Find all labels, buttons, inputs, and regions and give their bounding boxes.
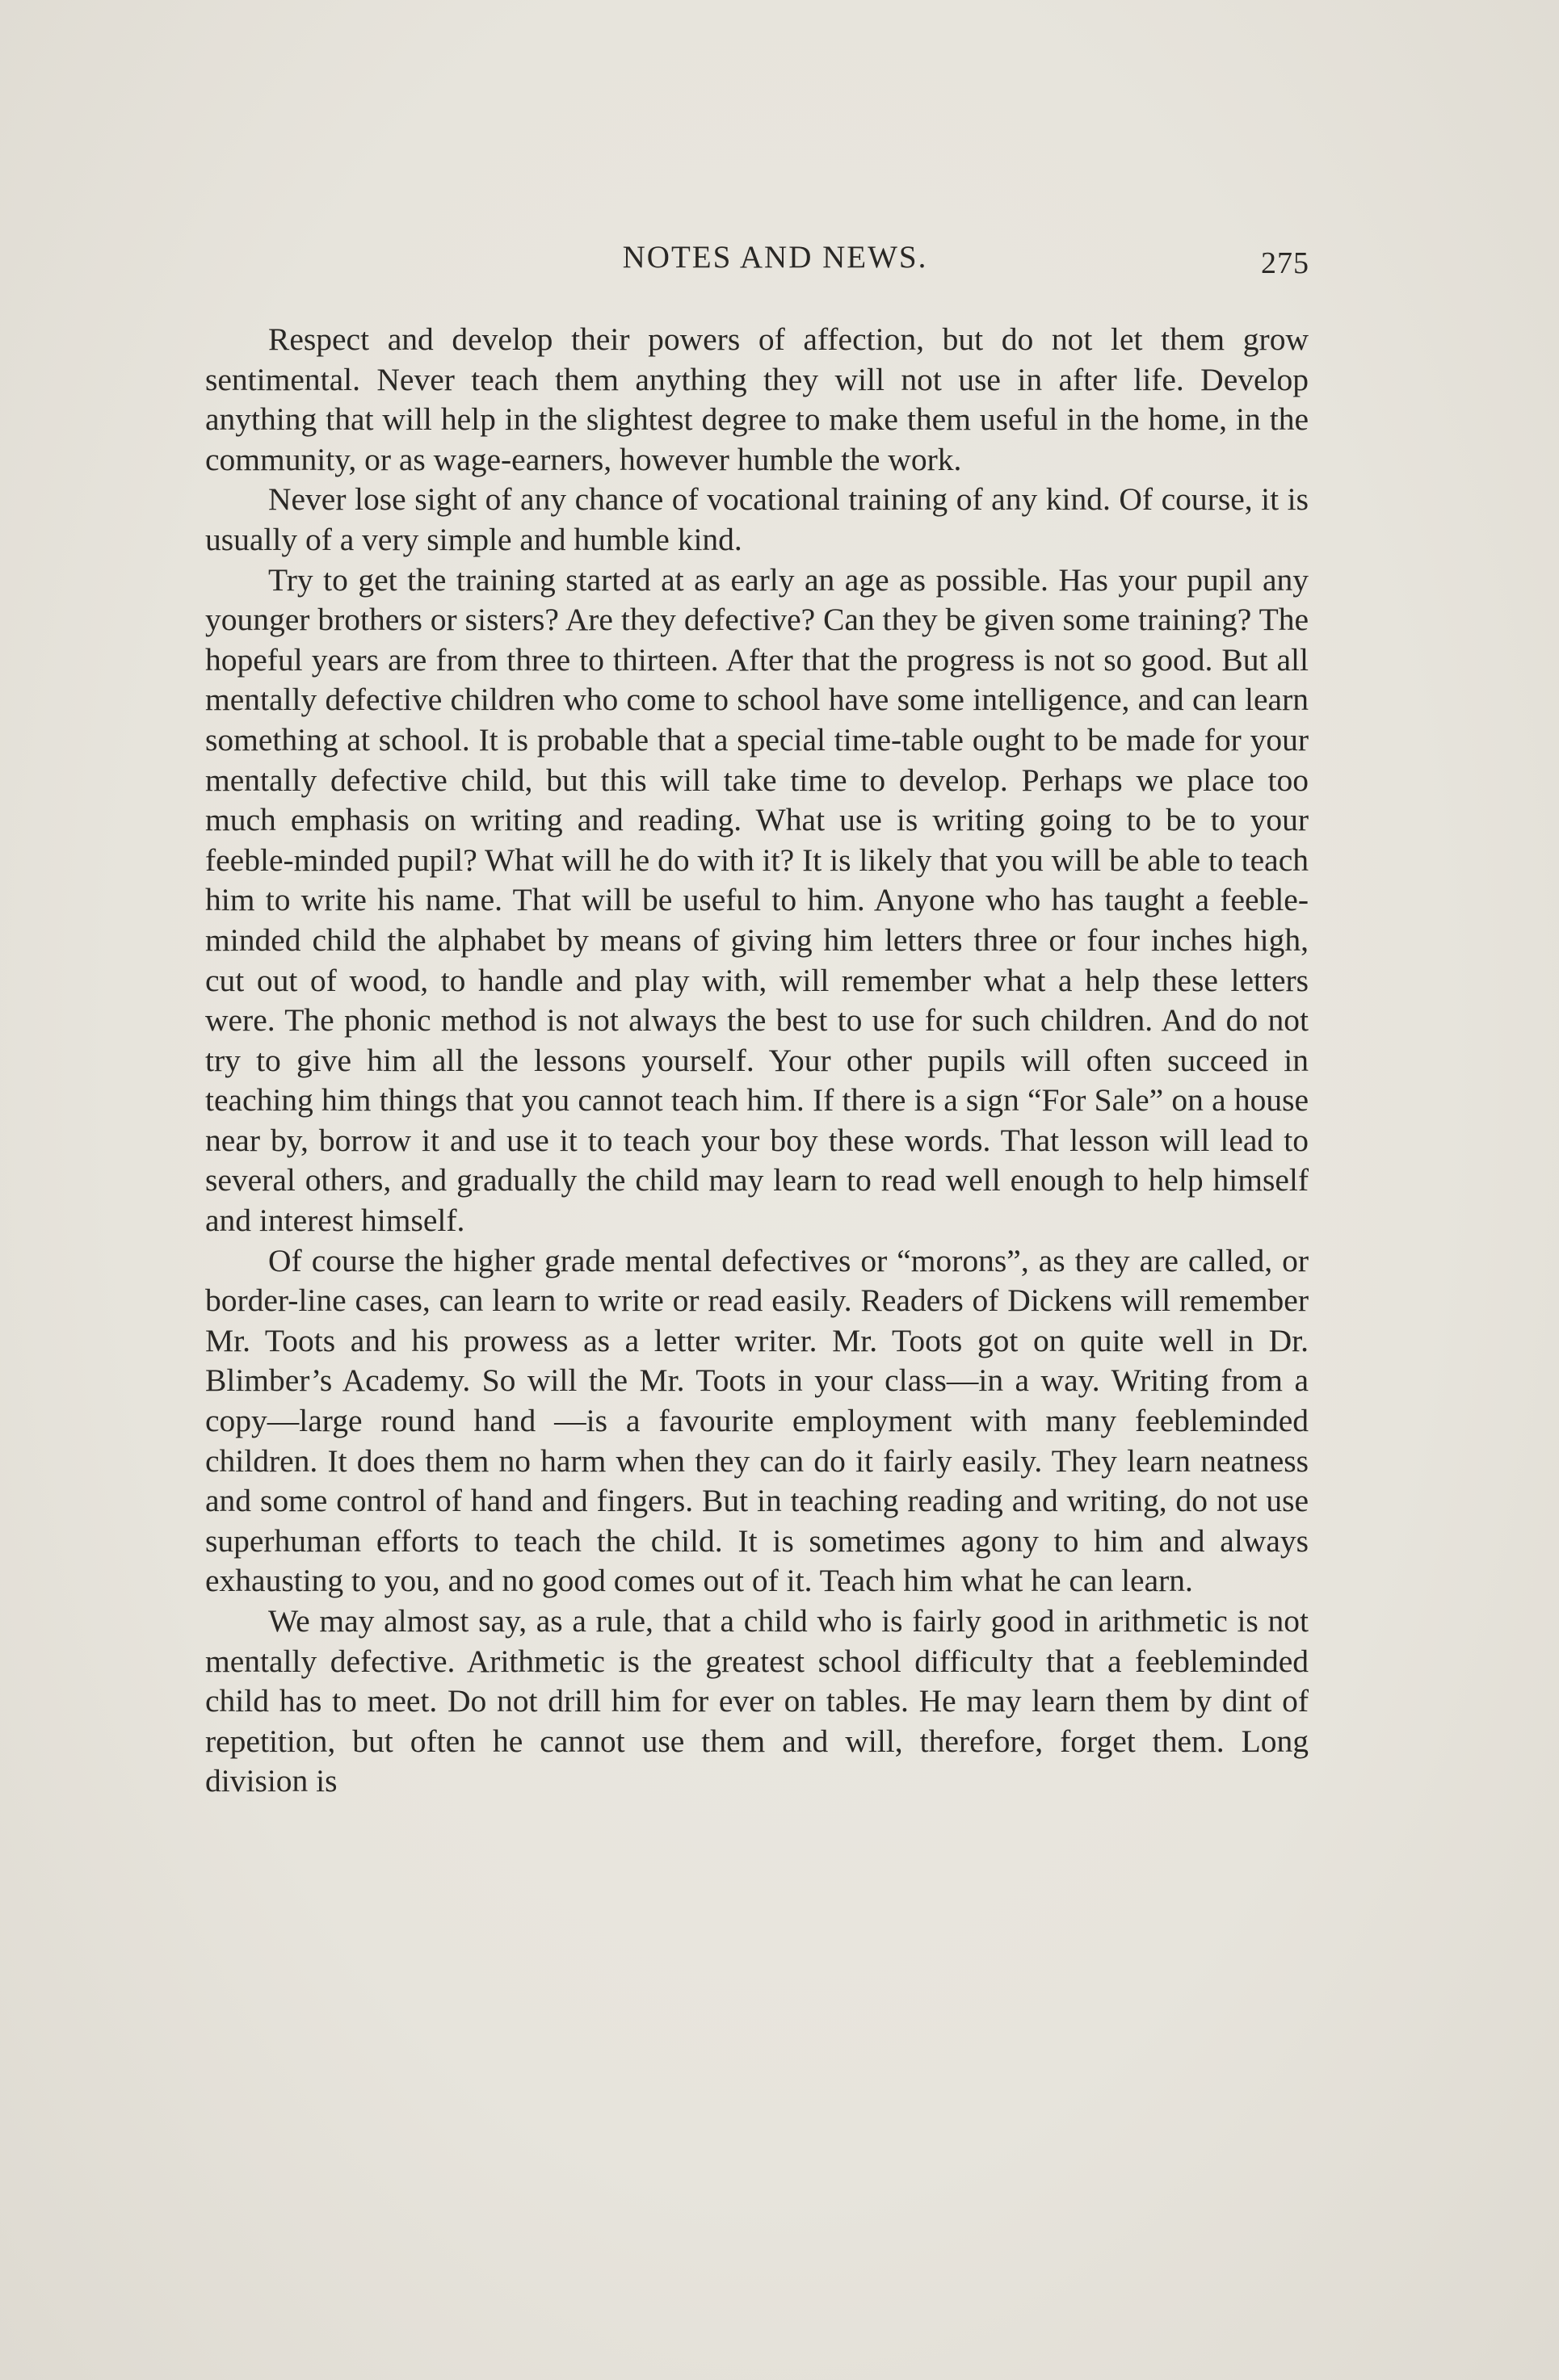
paragraph: We may almost say, as a rule, that a child who is fairly good in arithmetic is not mentally defective. Arithmetic is the greatest school difficulty that a feebleminded child has to meet. Do not drill him for ever on tables. He may learn them by dint of repetition, but often he cannot use them and will, therefore, forget them. Long division is bbox=[205, 1603, 1309, 1799]
paragraph: Of course the higher grade mental defectives or “morons”, as they are called, or border-line cases, can learn to write or read easily. Readers of Dickens will remember Mr. Toots and his prowess as a letter writer. Mr. Toots got on quite well in Dr. Blimber’s Academy. So will the Mr. Toots in your class—in a way. Writing from a copy—large round hand —is a favourite employment with many feebleminded children. It does them no harm when they can do it fairly easily. They learn neatness and some control of hand and fingers. But in teaching reading and writing, do not use superhuman efforts to teach the child. It is sometimes agony to him and always exhausting to you, and no good comes out of it. Teach him what he can learn. bbox=[205, 1242, 1309, 1599]
paragraph: Respect and develop their powers of affection, but do not let them grow sentimental. Never teach them anything they will not use in after life. Develop anything that will help in the slightest degree to make them useful in the home, in the community, or as wage-earners, however humble the work. bbox=[205, 321, 1309, 477]
page-header bbox=[215, 239, 1309, 288]
paragraph: Never lose sight of any chance of vocational training of any kind. Of course, it is usually of a very simple and humble kind. bbox=[205, 481, 1309, 557]
running-title: NOTES AND NEWS. bbox=[622, 240, 928, 275]
page-number: 275 bbox=[1261, 246, 1309, 280]
paragraph: Try to get the training started at as early an age as possible. Has your pupil any younger brothers or sisters? Are they defective? Can they be given some training? The hopeful years are from three to thirteen. After that the progress is not so good. But all mentally defective children who come to school have some intelligence, and can learn something at school. It is probable that a special time-table ought to be made for your mentally defective child, but this will take time to develop. Perhaps we place too much emphasis on writing and reading. What use is writing going to be to your feeble-minded pupil? What will he do with it? It is likely that you will be able to teach him to write his name. That will be useful to him. Anyone who has taught a feeble-minded child the alphabet by means of giving him letters three or four inches high, cut out of wood, to handle and play with, will remember what a help these letters were. The phonic method is not always the best to use for such children. And do not try to give him all the lessons yourself. Your other pupils will often succeed in teaching him things that you cannot teach him. If there is a sign “For Sale” on a house near by, borrow it and use it to teach your boy these words. That lesson will lead to several others, and gradually the child may learn to read well enough to help himself and interest himself. bbox=[205, 561, 1309, 1239]
body-text bbox=[205, 320, 1309, 1802]
